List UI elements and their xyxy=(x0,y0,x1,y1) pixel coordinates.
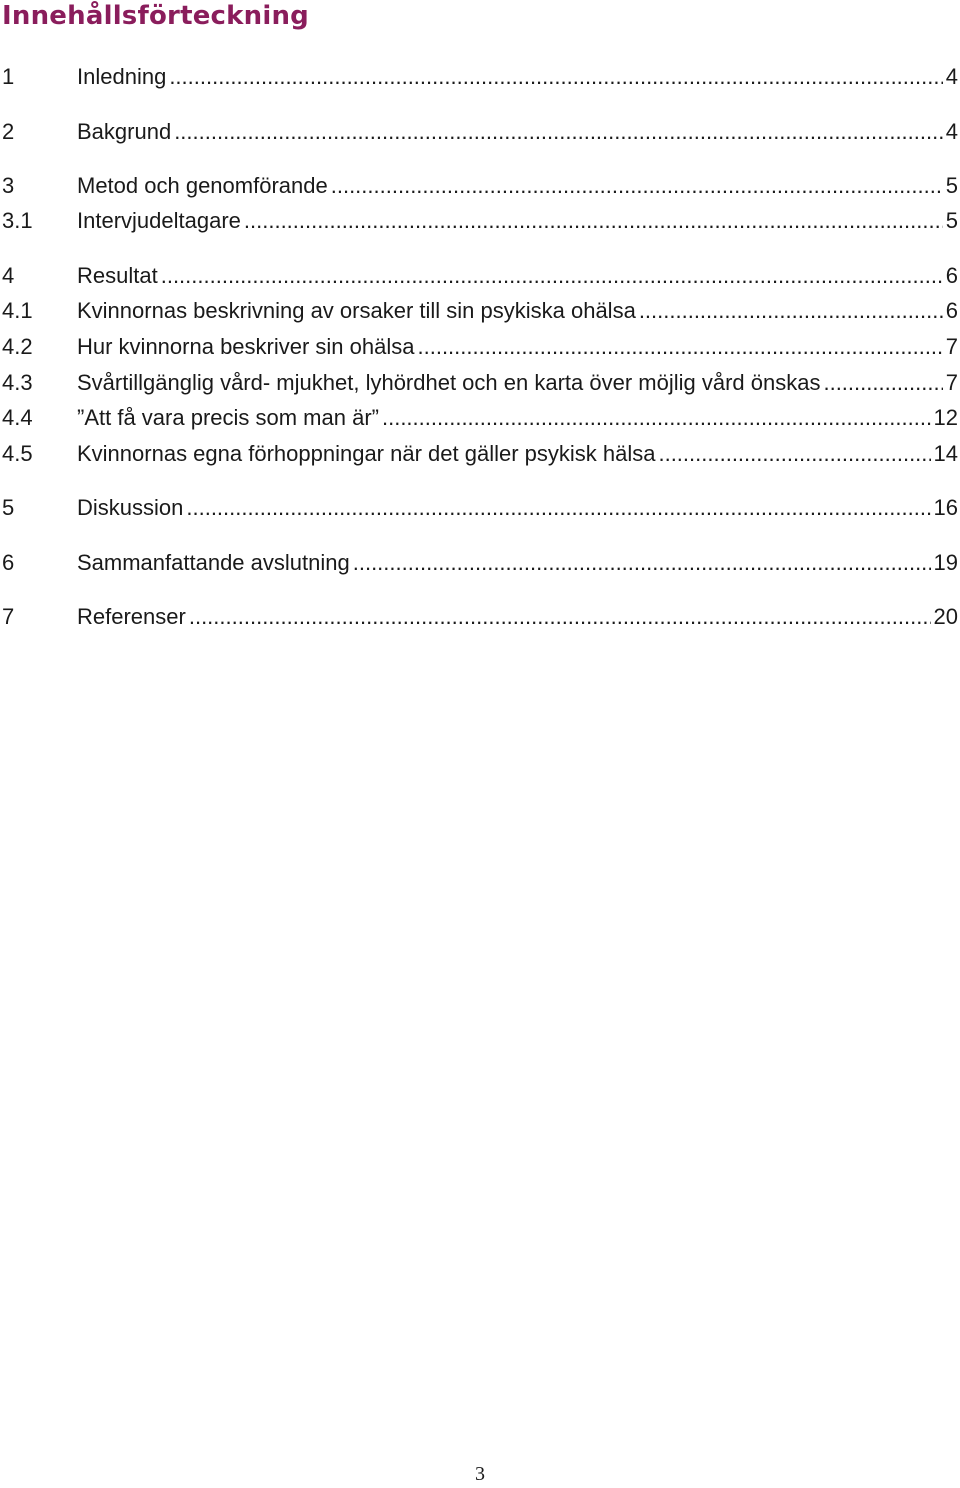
toc-entry[interactable] xyxy=(0,602,958,632)
toc-entry-title: Inledning xyxy=(77,64,167,89)
toc-entry-title: Hur kvinnorna beskriver sin ohälsa xyxy=(77,334,415,359)
toc-entry-number: 1 xyxy=(2,64,15,89)
toc-entry[interactable] xyxy=(0,368,958,398)
toc-entry-number: 6 xyxy=(2,550,15,575)
toc-entry-number: 7 xyxy=(2,604,15,629)
toc-entry[interactable] xyxy=(0,548,958,578)
toc-dot-leader xyxy=(189,602,931,632)
toc-entry-page: 19 xyxy=(933,550,958,575)
toc-dot-leader xyxy=(161,261,943,291)
toc-dot-leader xyxy=(174,117,943,147)
toc-entry-page: 14 xyxy=(933,441,958,466)
toc-dot-leader xyxy=(331,171,943,201)
toc-entry-number: 3.1 xyxy=(2,208,33,233)
toc-dot-leader xyxy=(244,206,943,236)
toc-entry-number: 5 xyxy=(2,495,15,520)
toc-entry[interactable] xyxy=(0,261,958,291)
toc-entry[interactable] xyxy=(0,206,958,236)
toc-entry[interactable] xyxy=(0,439,958,469)
toc-entry-number: 4.5 xyxy=(2,441,33,466)
toc-dot-leader xyxy=(186,493,930,523)
toc-entry-title: Sammanfattande avslutning xyxy=(77,550,350,575)
toc-entry-page: 6 xyxy=(945,298,958,323)
toc-entry-title: Kvinnornas beskrivning av orsaker till sin psykiska ohälsa xyxy=(77,298,636,323)
toc-dot-leader xyxy=(353,548,931,578)
toc-entry-number: 3 xyxy=(2,173,15,198)
toc-entry-title: Metod och genomförande xyxy=(77,173,328,198)
toc-entry-title: Svårtillgänglig vård- mjukhet, lyhördhet och en karta över möjlig vård önskas xyxy=(77,370,821,395)
toc-entry-number: 4.3 xyxy=(2,370,33,395)
toc-entry-title: ”Att få vara precis som man är” xyxy=(77,405,379,430)
toc-heading: Innehållsförteckning xyxy=(2,1,309,31)
toc-entry-number: 4.4 xyxy=(2,405,33,430)
toc-dot-leader xyxy=(169,62,942,92)
toc-entry-title: Resultat xyxy=(77,263,158,288)
toc-dot-leader xyxy=(823,368,942,398)
page-number: 3 xyxy=(475,1463,485,1485)
toc-entry-title: Intervjudeltagare xyxy=(77,208,241,233)
toc-entry[interactable] xyxy=(0,62,958,92)
toc-entry-title: Bakgrund xyxy=(77,119,172,144)
toc-entry-number: 4 xyxy=(2,263,15,288)
toc-entry-page: 7 xyxy=(945,370,958,395)
toc-entry-page: 4 xyxy=(945,64,958,89)
toc-entry-title: Diskussion xyxy=(77,495,184,520)
toc-entry[interactable] xyxy=(0,171,958,201)
toc-entry-page: 5 xyxy=(945,173,958,198)
toc-entry-page: 7 xyxy=(945,334,958,359)
toc-dot-leader xyxy=(639,296,943,326)
toc-dot-leader xyxy=(658,439,930,469)
toc-entry-page: 12 xyxy=(933,405,958,430)
toc-entry[interactable] xyxy=(0,117,958,147)
toc-entry-title: Referenser xyxy=(77,604,186,629)
toc-entry[interactable] xyxy=(0,296,958,326)
toc-entry-number: 2 xyxy=(2,119,15,144)
toc-entry-page: 4 xyxy=(945,119,958,144)
toc-entry-page: 16 xyxy=(933,495,958,520)
toc-entry-number: 4.2 xyxy=(2,334,33,359)
toc-entry-page: 20 xyxy=(933,604,958,629)
toc-entry-page: 5 xyxy=(945,208,958,233)
toc-entry-page: 6 xyxy=(945,263,958,288)
toc-entry[interactable] xyxy=(0,403,958,433)
toc-entry[interactable] xyxy=(0,493,958,523)
toc-dot-leader xyxy=(418,332,943,362)
toc-entry-number: 4.1 xyxy=(2,298,33,323)
toc-entry[interactable] xyxy=(0,332,958,362)
toc-dot-leader xyxy=(382,403,931,433)
toc-entry-title: Kvinnornas egna förhoppningar när det gäller psykisk hälsa xyxy=(77,441,656,466)
